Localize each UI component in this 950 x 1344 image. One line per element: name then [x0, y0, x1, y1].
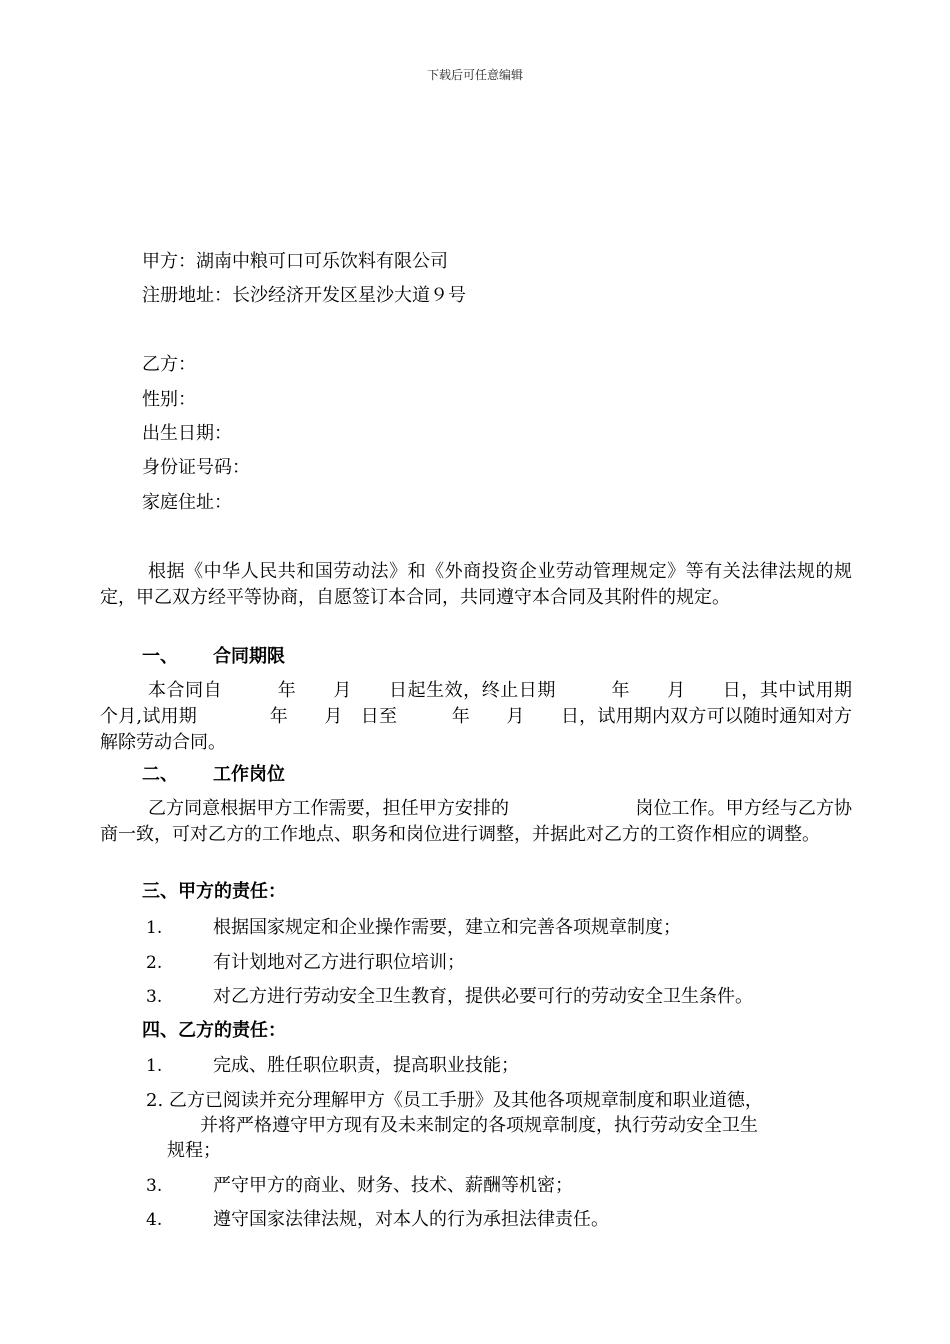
section4-item1-number: 1.: [146, 1056, 163, 1076]
section2-number: 二、: [142, 764, 178, 785]
section1-number: 一、: [142, 646, 178, 667]
party-b-id-number: 身份证号码：: [142, 457, 250, 478]
section4-item2-line1: 2. 乙方已阅读并充分理解甲方《员工手册》及其他各项规章制度和职业道德，: [146, 1090, 763, 1111]
intro-paragraph: 根据《中华人民共和国劳动法》和《外商投资企业劳动管理规定》等有关法律法规的规定，甲乙双方经平等协商，自愿签订本合同，共同遵守本合同及其附件的规定。: [100, 561, 852, 608]
party-a-address: 注册地址：长沙经济开发区星沙大道９号: [142, 285, 466, 306]
section4-title: 四、乙方的责任：: [142, 1020, 286, 1041]
section2-body: 乙方同意根据甲方工作需要，担任甲方安排的 岗位工作。甲方经与乙方协商一致，可对乙方的工作地点、职务和岗位进行调整，并据此对乙方的工资作相应的调整。: [100, 798, 852, 845]
section3-item1-number: 1.: [146, 918, 163, 938]
section2-title: 工作岗位: [213, 764, 285, 785]
section4-item4-text: 遵守国家法律法规，对本人的行为承担法律责任。: [213, 1209, 609, 1230]
party-b-birth: 出生日期：: [142, 423, 232, 444]
section4-item3-number: 3.: [146, 1176, 163, 1196]
section1-title: 合同期限: [213, 646, 285, 667]
party-b-gender: 性别：: [142, 389, 196, 410]
section4-item4-number: 4.: [146, 1210, 163, 1230]
party-b-label: 乙方：: [142, 354, 196, 375]
section3-item2-text: 有计划地对乙方进行职位培训；: [213, 952, 465, 973]
section3-title: 三、甲方的责任：: [142, 881, 286, 902]
page-header: 下载后可任意编辑: [426, 68, 523, 82]
section3-item3-text: 对乙方进行劳动安全卫生教育，提供必要可行的劳动安全卫生条件。: [213, 986, 753, 1007]
section4-item3-text: 严守甲方的商业、财务、技术、薪酬等机密；: [213, 1175, 573, 1196]
section4-item2-line2: 并将严格遵守甲方现有及未来制定的各项规章制度，执行劳动安全卫生: [200, 1115, 758, 1136]
section3-item1-text: 根据国家规定和企业操作需要，建立和完善各项规章制度；: [213, 917, 681, 938]
section3-item3-number: 3.: [146, 987, 163, 1007]
section4-item2-line3: 规程；: [167, 1140, 221, 1161]
party-b-home-address: 家庭住址：: [142, 492, 232, 513]
section3-item2-number: 2.: [146, 953, 163, 973]
section4-item1-text: 完成、胜任职位职责，提高职业技能；: [213, 1055, 519, 1076]
party-a-name: 甲方：湖南中粮可口可乐饮料有限公司: [142, 251, 448, 272]
section1-body: 本合同自 年 月 日起生效，终止日期 年 月 日，其中试用期 个月,试用期 年 月 日至 年 月 日，试用期内双方可以随时通知对方解除劳动合同。: [100, 680, 888, 753]
